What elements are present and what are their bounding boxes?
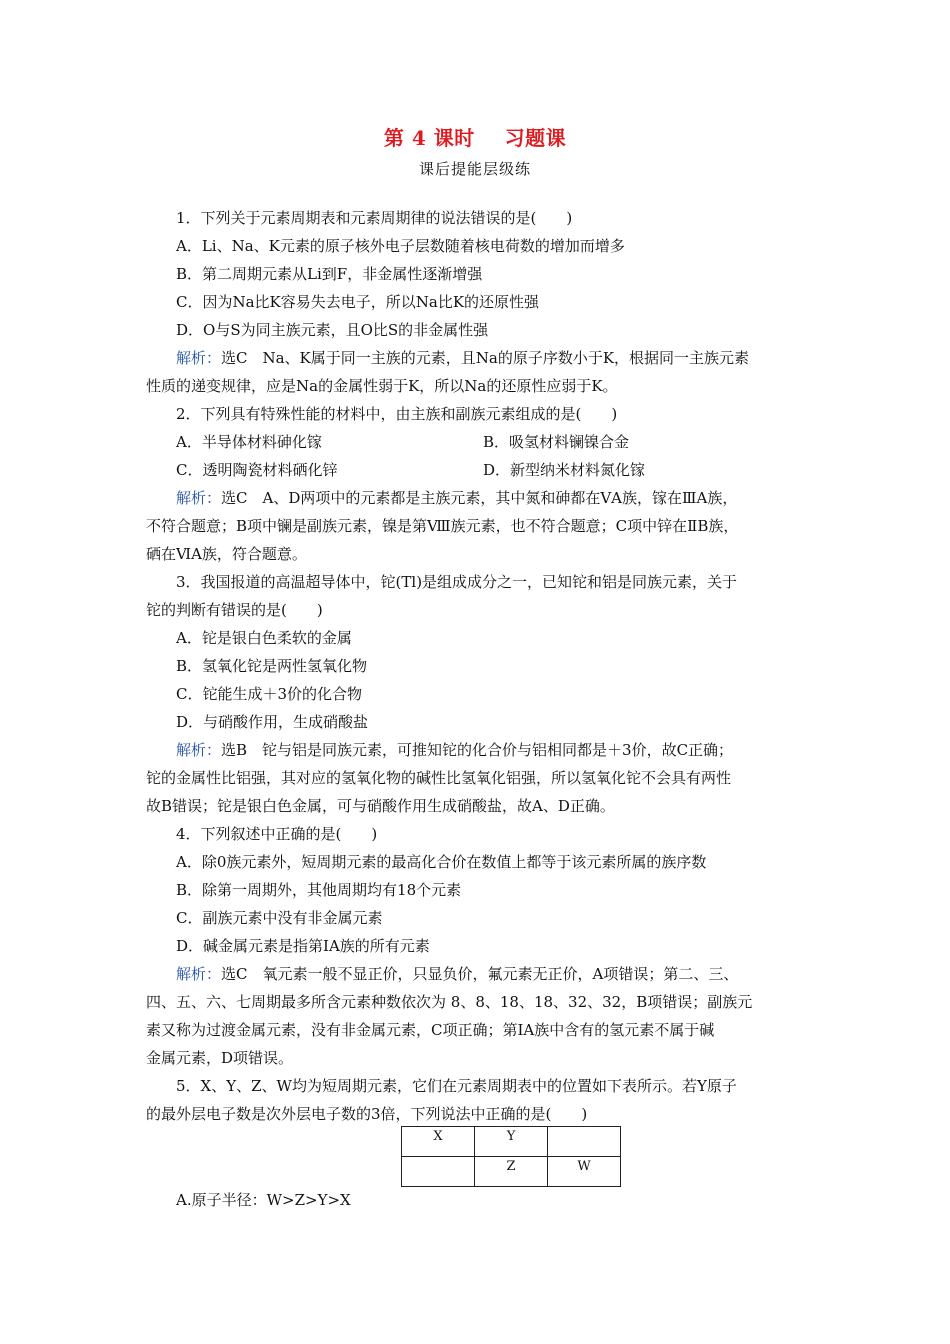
question-3-analysis-line: 铊的金属性比铝强，其对应的氢氧化物的碱性比氢氧化铝强，所以氢氧化铊不会具有两性 (146, 769, 732, 787)
question-1-option-d: D．O与S为同主族元素，且O比S的非金属性强 (176, 321, 489, 339)
question-2-analysis-line: 不符合题意；B项中镧是副族元素，镍是第Ⅷ族元素，也不符合题意；C项中锌在ⅡB族， (146, 517, 739, 535)
question-3-option-b: B．氢氧化铊是两性氢氧化物 (176, 657, 368, 675)
question-5-option-a: A.原子半径：W>Z>Y>X (176, 1191, 351, 1209)
table-row (402, 1127, 621, 1157)
table-cell (548, 1127, 621, 1157)
page-subtitle: 课后提能层级练 (418, 160, 531, 178)
question-3-option-d: D．与硝酸作用，生成硝酸盐 (176, 713, 369, 731)
question-3-analysis-line: 故B错误；铊是银白色金属，可与硝酸作用生成硝酸盐，故A、D正确。 (146, 797, 615, 815)
question-1-stem: 1．下列关于元素周期表和元素周期律的说法错误的是( ) (176, 209, 573, 227)
question-4-option-c: C．副族元素中没有非金属元素 (176, 909, 383, 927)
table-cell (402, 1157, 475, 1187)
question-3-analysis-line: 解析：选B 铊与铝是同族元素，可推知铊的化合价与铝相同都是＋3价，故C正确； (176, 741, 734, 759)
table-row (402, 1157, 621, 1187)
question-1-option-c: C．因为Na比K容易失去电子，所以Na比K的还原性强 (176, 293, 540, 311)
question-4-analysis-line: 四、五、六、七周期最多所含元素种数依次为 8、8、18、18、32、32，B项错误；副族元 (146, 993, 753, 1011)
question-4-analysis-line: 金属元素，D项错误。 (146, 1049, 294, 1067)
question-list (146, 204, 810, 1128)
question-2-options-row (146, 456, 810, 484)
analysis-label: 解析： (176, 741, 222, 759)
periodic-position-table (401, 1126, 621, 1187)
table-cell: X (402, 1127, 475, 1157)
question-2-analysis-line: 硒在ⅥA族，符合题意。 (146, 545, 307, 563)
analysis-label: 解析： (176, 349, 222, 367)
question-2-option-a: A．半导体材料砷化镓 (176, 433, 322, 451)
table-cell: Z (475, 1157, 548, 1187)
question-5-stem: 的最外层电子数是次外层电子数的3倍，下列说法中正确的是( ) (146, 1105, 588, 1123)
question-3-option-a: A．铊是银白色柔软的金属 (176, 629, 352, 647)
question-4-option-b: B．除第一周期外，其他周期均有18个元素 (176, 881, 462, 899)
table-cell: Y (475, 1127, 548, 1157)
question-1-option-b: B．第二周期元素从Li到F，非金属性逐渐增强 (176, 265, 483, 283)
question-2-stem: 2．下列具有特殊性能的材料中，由主族和副族元素组成的是( ) (176, 405, 618, 423)
question-3-stem: 3．我国报道的高温超导体中，铊(Tl)是组成成分之一，已知铊和铝是同族元素，关于 (176, 573, 738, 591)
question-3-stem: 铊的判断有错误的是( ) (146, 601, 323, 619)
analysis-label: 解析： (176, 489, 222, 507)
question-4-option-d: D．碱金属元素是指第ⅠA族的所有元素 (176, 937, 430, 955)
question-5-stem: 5．X、Y、Z、W均为短周期元素，它们在元素周期表中的位置如下表所示。若Y原子 (176, 1077, 737, 1095)
question-4-analysis-line: 素又称为过渡金属元素，没有非金属元素，C项正确；第ⅠA族中含有的氢元素不属于碱 (146, 1021, 715, 1039)
question-4-stem: 4．下列叙述中正确的是( ) (176, 825, 378, 843)
question-2-option-b: B．吸氢材料镧镍合金 (483, 433, 630, 451)
question-2-option-d: D．新型纳米材料氮化镓 (483, 461, 646, 479)
question-1-option-a: A．Li、Na、K元素的原子核外电子层数随着核电荷数的增加而增多 (176, 237, 625, 255)
question-2-analysis-line: 解析：选C A、D两项中的元素都是主族元素，其中氮和砷都在ⅤA族，镓在ⅢA族， (176, 489, 738, 507)
question-3-option-c: C．铊能生成＋3价的化合物 (176, 685, 363, 703)
page-title: 第 4 课时 习题课 (383, 126, 567, 150)
analysis-label: 解析： (176, 965, 222, 983)
question-1-analysis-line: 解析：选C Na、K属于同一主族的元素，且Na的原子序数小于K，根据同一主族元素 (176, 349, 750, 367)
question-4-analysis-line: 解析：选C 氧元素一般不显正价，只显负价，氟元素无正价，A项错误；第二、三、 (176, 965, 739, 983)
question-4-option-a: A．除0族元素外，短周期元素的最高化合价在数值上都等于该元素所属的族序数 (176, 853, 707, 871)
table-cell: W (548, 1157, 621, 1187)
question-2-option-c: C．透明陶瓷材料硒化锌 (176, 461, 338, 479)
question-1-analysis-line: 性质的递变规律，应是Na的金属性弱于K，所以Na的还原性应弱于K。 (146, 377, 618, 395)
question-2-options-row (146, 428, 810, 456)
